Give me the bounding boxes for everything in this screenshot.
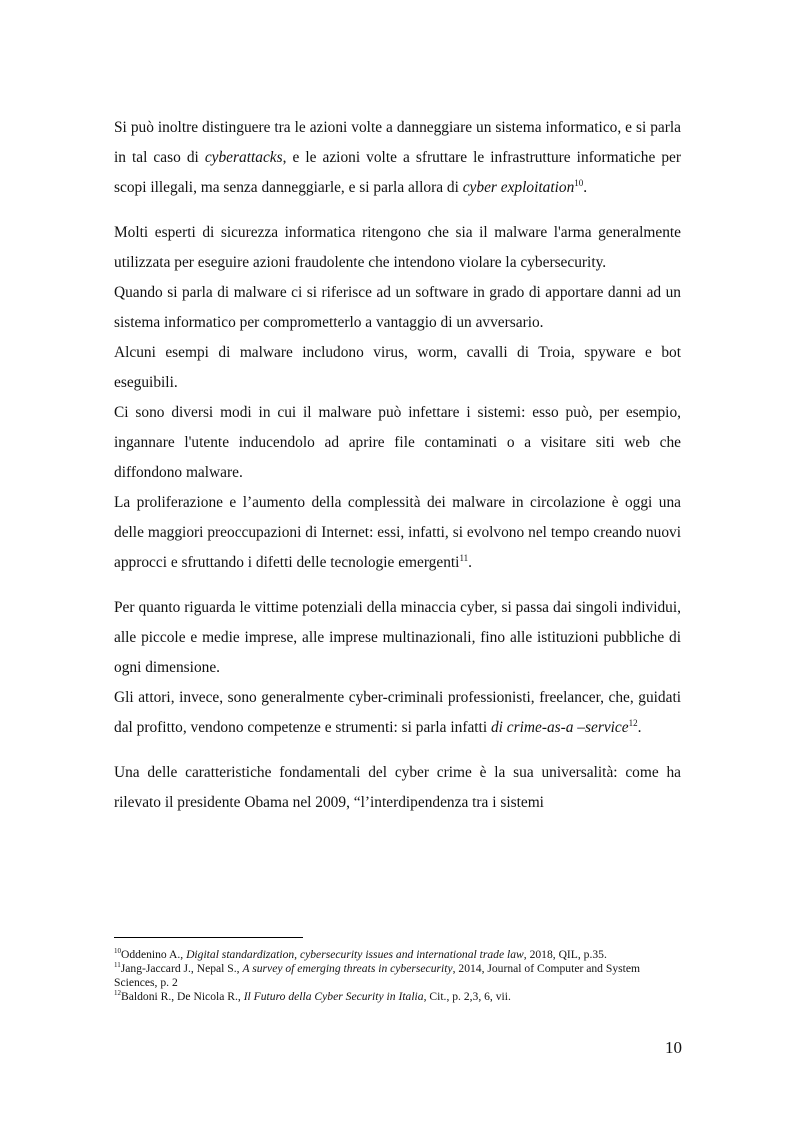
term-cyberattacks: cyberattacks [204,149,283,166]
footnote-10: $^{10}$Oddenino A., Digital standardization, cybersecurity issues and international trade law, 2018, QIL, p.35. [114,947,607,961]
paragraph-malware-infection: Ci sono diversi modi in cui il malware può infettare i sistemi: esso può, per esempio, ingannare l'utente inducendolo ad aprire file contaminati o a visitare siti web che diffondono malware. [114,404,681,481]
paragraph-victims: Per quanto riguarda le vittime potenziali della minaccia cyber, si passa dai singoli individui, alle piccole e medie imprese, alle imprese multinazionali, fino alle istituzioni pubbliche di ogni dimensione. [114,599,681,676]
footnote-ref-11[interactable]: 11 [459,552,469,563]
paragraph-malware-proliferation: La proliferazione e l’aumento della complessità dei malware in circolazione è oggi una delle maggiori preoccupazioni di Internet: essi, infatti, si evolvono nel tempo creando nuovi approcci e sfruttando i difetti delle tecnologie emergenti$^{11}$. [114,494,681,571]
footnote-separator [114,937,303,938]
paragraph-cyberattacks: Si può inoltre distinguere tra le azioni volte a danneggiare un sistema informatico, e si parla in tal caso di cyberattacks, e le azioni volte a sfruttare le infrastrutture informatiche per scopi illegali, ma senza danneggiarle, e si parla allora di cyber exploitation$^{10}$. [114,119,681,196]
footnotes [114,948,682,1004]
paragraph-malware-definition: Quando si parla di malware ci si riferisce ad un software in grado di apportare danni ad un sistema informatico per comprometterlo a vantaggio di un avversario. [114,284,681,331]
paragraph-malware-weapon: Molti esperti di sicurezza informatica ritengono che sia il malware l'arma generalmente utilizzata per eseguire azioni fraudolente che intendono violare la cybersecurity. [114,224,681,271]
paragraph-actors: Gli attori, invece, sono generalmente cyber-criminali professionisti, freelancer, che, guidati dal profitto, vendono competenze e strumenti: si parla infatti di crime-as-a –service$^{12}$. [114,689,681,736]
footnote-ref-12[interactable]: 12 [628,717,638,728]
paragraph-universality: Una delle caratteristiche fondamentali del cyber crime è la sua universalità: come ha rilevato il presidente Obama nel 2009, “l’interdipendenza tra i sistemi [114,764,681,811]
paragraph-malware-examples: Alcuni esempi di malware includono virus, worm, cavalli di Troia, spyware e bot eseguibili. [114,344,681,391]
page-number: 10 [665,1038,682,1057]
term-crime-as-a-service: di crime-as-a –service [490,719,629,736]
body-text [114,113,681,818]
term-cyber-exploitation: cyber exploitation [462,179,575,196]
footnote-12: $^{12}$Baldoni R., De Nicola R., Il Futuro della Cyber Security in Italia, Cit., p. 2,3, 6, vii. [114,989,511,1003]
footnote-ref-10[interactable]: 10 [574,177,584,188]
footnote-11: $^{11}$Jang-Jaccard J., Nepal S., A survey of emerging threats in cybersecurity, 2014, Journal of Computer and System Sciences, p. 2 [114,961,641,989]
